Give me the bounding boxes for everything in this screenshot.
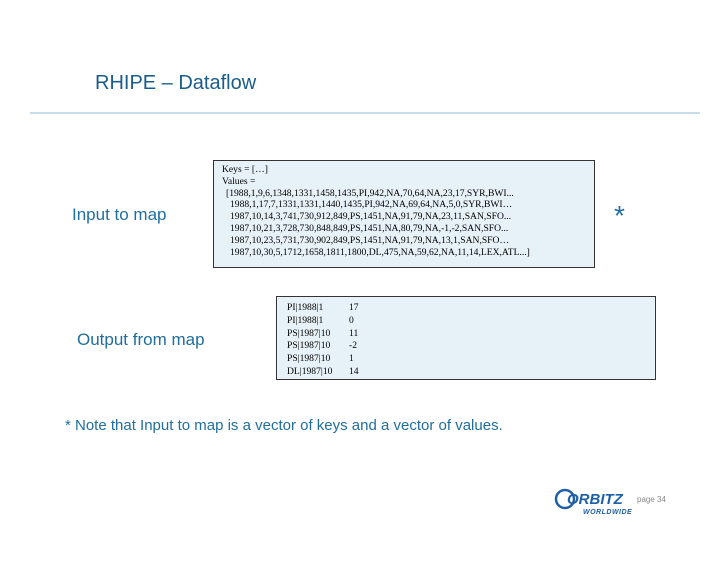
table-row <box>287 340 359 353</box>
value-record: [1988,1,9,6,1348,1331,1458,1435,PI,942,NA,70,64,NA,23,17,SYR,BWI... <box>226 187 514 199</box>
output-key: PS|1987|10 <box>287 340 331 352</box>
output-value: 1 <box>349 353 354 365</box>
table-row <box>287 328 359 341</box>
output-key: PS|1987|10 <box>287 353 331 365</box>
value-record: 1987,10,30,5,1712,1658,1811,1800,DL,475,NA,59,62,NA,11,14,LEX,ATL...] <box>230 246 530 258</box>
value-record: 1987,10,14,3,741,730,912,849,PS,1451,NA,91,79,NA,23,11,SAN,SFO... <box>230 211 512 223</box>
input-to-map-label: Input to map <box>72 205 167 224</box>
value-record: 1988,1,17,7,1331,1331,1440,1435,PI,942,NA,69,64,NA,5,0,SYR,BWI… <box>230 199 513 211</box>
footnote: * Note that Input to map is a vector of keys and a vector of values. <box>65 417 503 434</box>
title-rule <box>30 112 700 114</box>
output-value: 14 <box>349 365 359 377</box>
table-row <box>287 366 359 379</box>
output-value: 17 <box>349 302 359 313</box>
output-key: PI|1988|1 <box>287 314 324 326</box>
logo-text: ORBITZ <box>567 491 623 508</box>
output-data-box <box>276 296 656 380</box>
output-key: PS|1987|10 <box>287 327 331 339</box>
output-key: PI|1988|1 <box>287 302 324 313</box>
table-row <box>287 315 359 328</box>
output-table <box>287 302 359 379</box>
output-from-map-label: Output from map <box>77 330 205 349</box>
input-data-box <box>213 160 595 268</box>
asterisk-marker: * <box>614 200 625 231</box>
orbitz-logo <box>553 487 633 517</box>
value-record: 1987,10,23,5,731,730,902,849,PS,1451,NA,91,79,NA,13,1,SAN,SFO… <box>230 234 510 246</box>
table-row <box>287 302 359 315</box>
output-key: DL|1987|10 <box>287 365 333 377</box>
output-value: 11 <box>349 327 359 339</box>
output-value: 0 <box>349 314 354 326</box>
page-number: page 34 <box>637 495 666 504</box>
keys-line: Keys = […] <box>222 164 268 175</box>
value-record: 1987,10,21,3,728,730,848,849,PS,1451,NA,80,79,NA,-1,-2,SAN,SFO... <box>230 222 509 234</box>
output-value: -2 <box>349 340 357 352</box>
values-line: Values = <box>222 175 256 187</box>
logo-subtext: WORLDWIDE <box>583 509 633 516</box>
table-row <box>287 353 359 366</box>
slide-title: RHIPE – Dataflow <box>95 72 257 94</box>
